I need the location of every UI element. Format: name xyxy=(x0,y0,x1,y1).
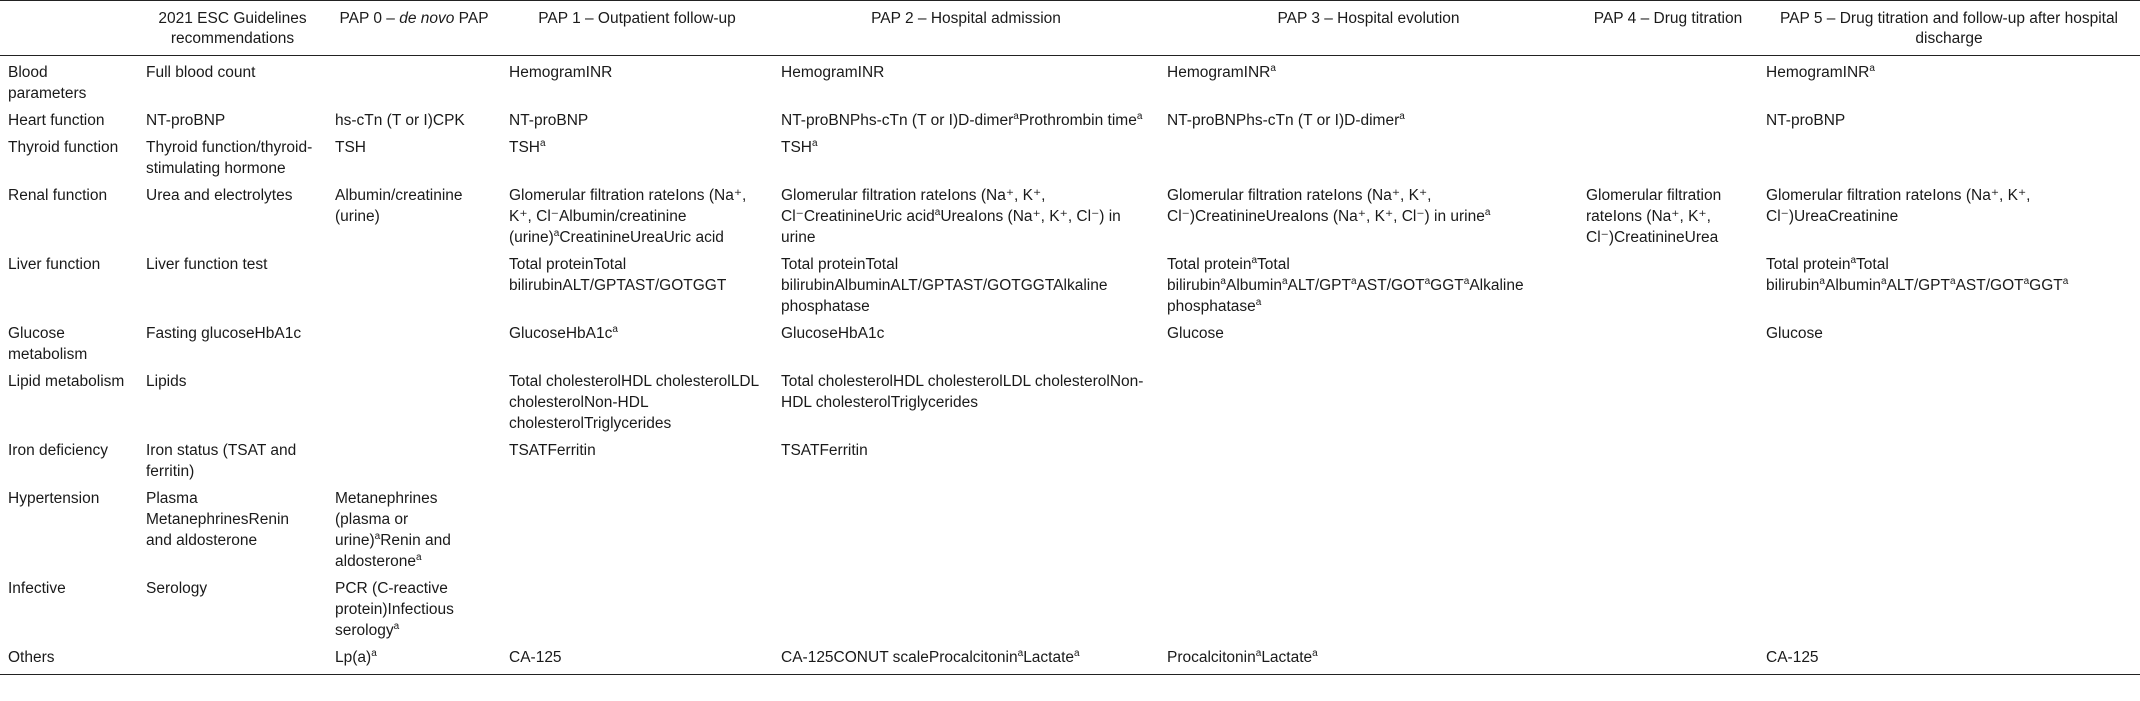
table-cell xyxy=(773,483,1159,573)
table-cell xyxy=(1159,435,1578,483)
table-cell xyxy=(1578,483,1758,573)
table-cell: $GlucoseHbA1c^a$ xyxy=(509,323,618,342)
footnote-marker: a xyxy=(2062,275,2069,287)
footnote-marker: a xyxy=(1220,275,1226,287)
row-label: Heart function xyxy=(8,112,105,129)
footnote-marker: a xyxy=(540,137,546,149)
table-cell: NT-proBNP xyxy=(146,112,226,129)
table-cell xyxy=(327,435,501,483)
table-cell: NT-proBNPhs-cTn (T or I)D-dimer$^a$Prothrombin time$^a$ xyxy=(781,110,1143,129)
footnote-marker: a xyxy=(1281,275,1288,287)
footnote-marker: a xyxy=(1424,275,1431,287)
table-cell: PCR (C-reactive protein)Infectious serology$^a$ xyxy=(335,580,454,639)
table-cell: NT-proBNPhs-cTn (T or I)D-dimer$^a$ xyxy=(1167,110,1405,129)
table-cell xyxy=(1578,105,1758,132)
table-cell: Total protein$^a$Total bilirubin$^a$Albumin$^a$ALT/GPT$^a$AST/GOT$^a$GGT$^a$ xyxy=(1766,254,2069,294)
footnote-marker: a xyxy=(1869,62,1875,74)
table-cell xyxy=(1159,132,1578,180)
table-cell: CA-125CONUT scaleProcalcitonin$^a$Lactate$^a$ xyxy=(781,647,1080,666)
table-cell: Thyroid function/thyroid-stimulating hormone xyxy=(146,139,313,177)
table-cell xyxy=(501,573,773,642)
table-cell xyxy=(327,318,501,366)
column-header: PAP 5 – Drug titration and follow-up after hospital discharge xyxy=(1779,10,2119,47)
footnote-marker: a xyxy=(1950,275,1956,287)
table-cell xyxy=(1578,435,1758,483)
row-label: Hypertension xyxy=(8,490,100,507)
table-cell xyxy=(138,642,327,675)
table-cell: Total protein$^a$Total bilirubin$^a$Albumin$^a$ALT/GPT$^a$AST/GOT$^a$GGT$^a$Alkaline phosphatase$^a$ xyxy=(1167,254,1524,315)
table-row xyxy=(0,56,2140,106)
column-header: PAP 4 – Drug titration xyxy=(1593,10,1743,27)
table-row xyxy=(0,105,2140,132)
footnote-marker: a xyxy=(612,323,618,335)
table-cell: HemogramINR xyxy=(781,64,885,81)
table-cell: Liver function test xyxy=(146,256,268,273)
table-cell: CA-125 xyxy=(1766,649,1819,666)
table-cell xyxy=(1159,573,1578,642)
table-cell: Glomerular filtration rateIons (Na⁺, K⁺, Cl⁻Albumin/creatinine (urine)$^a$CreatinineUreaUric acid xyxy=(509,187,747,246)
table-cell: CA-125 xyxy=(509,649,562,666)
table-cell: Full blood count xyxy=(146,64,256,81)
table-cell xyxy=(1758,573,2140,642)
column-header: 2021 ESC Guidelines recommendations xyxy=(158,10,307,47)
footnote-marker: a xyxy=(553,227,560,239)
table-cell: TSH$^a$ xyxy=(781,137,818,156)
header-row xyxy=(0,1,2140,56)
row-label: Renal function xyxy=(8,187,108,204)
row-label: Thyroid function xyxy=(8,139,119,156)
footnote-marker: a xyxy=(393,620,400,632)
row-label: Lipid metabolism xyxy=(8,373,125,390)
table-cell xyxy=(501,483,773,573)
table-cell xyxy=(1159,483,1578,573)
table-cell: Albumin/creatinine (urine) xyxy=(335,187,463,225)
table-cell xyxy=(327,366,501,435)
table-cell: HemogramINR$^a$ xyxy=(1167,62,1276,81)
row-label: Liver function xyxy=(8,256,101,273)
table-cell xyxy=(1758,483,2140,573)
footnote-marker: a xyxy=(1484,206,1491,218)
table-cell: Fasting glucoseHbA1c xyxy=(146,325,302,342)
column-header: PAP 2 – Hospital admission xyxy=(871,10,1061,27)
table-cell: Total proteinTotal bilirubinALT/GPTAST/GOTGGT xyxy=(509,256,727,294)
column-header: PAP 3 – Hospital evolution xyxy=(1277,10,1460,27)
row-label: Iron deficiency xyxy=(8,442,108,459)
footnote-marker: a xyxy=(416,551,422,563)
table-row xyxy=(0,483,2140,573)
table-cell: TSATFerritin xyxy=(509,442,596,459)
footnote-marker: a xyxy=(1017,647,1024,659)
footnote-marker: a xyxy=(1463,275,1470,287)
table-cell: Serology xyxy=(146,580,208,597)
table-cell xyxy=(1578,249,1758,318)
table-cell xyxy=(1758,366,2140,435)
table-cell: Metanephrines (plasma or urine)$^a$Renin and aldosterone$^a$ xyxy=(335,490,451,570)
footnote-marker: a xyxy=(1819,275,1825,287)
table-cell: HemogramINR xyxy=(509,64,613,81)
footnote-marker: a xyxy=(1251,254,1258,266)
footnote-marker: a xyxy=(812,137,818,149)
table-cell xyxy=(1578,132,1758,180)
table-cell: TSATFerritin xyxy=(781,442,868,459)
table-cell: Glucose xyxy=(1766,325,1823,342)
footnote-marker: a xyxy=(934,206,941,218)
table-cell: Glomerular filtration rateIons (Na⁺, K⁺, Cl⁻)CreatinineUreaIons (Na⁺, K⁺, Cl⁻) in urine$^a$ xyxy=(1167,187,1491,225)
footnote-marker: a xyxy=(1136,110,1143,122)
table-cell xyxy=(773,573,1159,642)
row-label: Glucose metabolism xyxy=(8,325,88,363)
table-cell xyxy=(1578,642,1758,675)
column-header: PAP 1 – Outpatient follow-up xyxy=(538,10,736,27)
column-header xyxy=(0,1,138,56)
table-row xyxy=(0,132,2140,180)
table-cell xyxy=(327,249,501,318)
footnote-marker: a xyxy=(1351,275,1357,287)
table-cell: hs-cTn (T or I)CPK xyxy=(335,112,465,129)
table-cell: Glomerular filtration rateIons (Na⁺, K⁺, Cl⁻CreatinineUric acid$^a$UreaIons (Na⁺, K⁺, Cl⁻) in urine xyxy=(781,187,1121,246)
table-cell xyxy=(1758,132,2140,180)
table-cell xyxy=(1578,366,1758,435)
table-cell: Plasma MetanephrinesRenin and aldosterone xyxy=(146,490,290,549)
row-label: Blood parameters xyxy=(8,64,87,102)
table-row xyxy=(0,573,2140,642)
table-cell: TSH xyxy=(335,139,366,156)
table-cell: $Lp(a)^a$ xyxy=(335,647,377,666)
table-cell xyxy=(1578,56,1758,106)
footnote-marker: a xyxy=(1255,647,1262,659)
footnote-marker: a xyxy=(1074,647,1080,659)
table-row xyxy=(0,435,2140,483)
table-cell xyxy=(327,56,501,106)
table-cell: TSH$^a$ xyxy=(509,137,546,156)
table-cell: Glucose xyxy=(1167,325,1224,342)
footnote-marker: a xyxy=(1399,110,1405,122)
table-cell: Lipids xyxy=(146,373,187,390)
footnote-marker: a xyxy=(1850,254,1857,266)
table-cell: Total cholesterolHDL cholesterolLDL cholesterolNon-HDL cholesterolTriglycerides xyxy=(509,373,759,432)
row-label: Others xyxy=(8,649,55,666)
footnote-marker: a xyxy=(1255,296,1262,308)
table-header xyxy=(0,1,2140,56)
table-cell xyxy=(1578,318,1758,366)
footnote-marker: a xyxy=(1880,275,1887,287)
table-cell xyxy=(1758,435,2140,483)
table-cell: Glomerular filtration rateIons (Na⁺, K⁺, Cl⁻)UreaCreatinine xyxy=(1766,187,2031,225)
table-cell: Glomerular filtration rateIons (Na⁺, K⁺, Cl⁻)CreatinineUrea xyxy=(1586,187,1722,246)
table-cell: Total cholesterolHDL cholesterolLDL cholesterolNon-HDL cholesterolTriglycerides xyxy=(781,373,1144,411)
header-italic-text: de novo xyxy=(399,10,455,27)
table-row xyxy=(0,249,2140,318)
table-cell: Iron status (TSAT and ferritin) xyxy=(146,442,297,480)
footnote-marker: a xyxy=(371,647,377,659)
table-row xyxy=(0,366,2140,435)
footnote-marker: a xyxy=(374,530,381,542)
table-row xyxy=(0,318,2140,366)
table-cell: HemogramINR$^a$ xyxy=(1766,62,1875,81)
row-label: Infective xyxy=(8,580,66,597)
table-body xyxy=(0,56,2140,675)
table-row xyxy=(0,180,2140,249)
footnote-marker: a xyxy=(2023,275,2030,287)
table-cell xyxy=(1159,366,1578,435)
table-cell xyxy=(1578,573,1758,642)
table-cell: NT-proBNP xyxy=(1766,112,1846,129)
table-row xyxy=(0,642,2140,675)
table-cell: NT-proBNP xyxy=(509,112,589,129)
table-cell: Procalcitonin$^a$Lactate$^a$ xyxy=(1167,647,1318,666)
table-cell: Urea and electrolytes xyxy=(146,187,293,204)
table-cell: Total proteinTotal bilirubinAlbuminALT/GPTAST/GOTGGTAlkaline phosphatase xyxy=(781,256,1108,315)
column-header: PAP 0 – de novo PAP xyxy=(339,10,489,27)
footnote-marker: a xyxy=(1013,110,1019,122)
table-cell: GlucoseHbA1c xyxy=(781,325,885,342)
footnote-marker: a xyxy=(1270,62,1276,74)
footnote-marker: a xyxy=(1312,647,1318,659)
